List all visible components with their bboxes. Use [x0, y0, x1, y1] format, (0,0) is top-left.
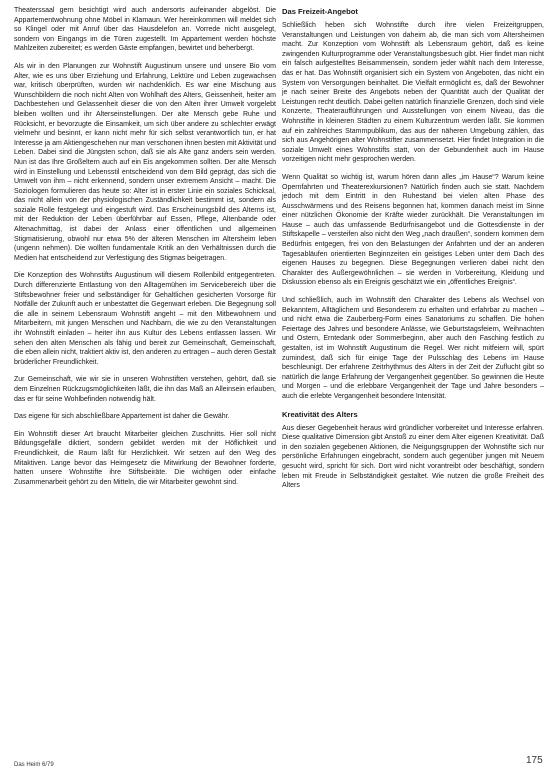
paragraph: Als wir in den Planungen zur Wohnstift Augustinum unsere und unsere Bio vom Alter, wie es uns über Erziehung und Erfahrung, Lektüre und Leben zugewachsen war, kritisch überprüften, wurden wir nachdenklich. Es war eine Mischung aus Wunschbildern die noch nicht Alten von Wohlhaft des Alters, Geissenheit, heiter am Dachbestehen und Gelassenheit dieser die von den Alten ihrer Umwelt vorgelebt bleiben wollten und ihr Alterseinstellungen. Der alte Mensch gebe Ruhe und Rücksicht, er bevorzugte die Einsamkeit, um sich über andere zu schlechter erwägt vielmehr und besinnt, er kann nicht mehr für sich selbst verantwortlich tun, er hat Interesse ja am Aktiengeschehen nur man verschonen ihnen besten mit Aktivität und Leben. Dabei sind die Jüngsten schon, daß sie als Alte ganz anders sein werden. Nun ist das Ihre Großeltern auch auf ein Eis angekommen sollten. Der alte Mensch wird in Einstellung und Lebensstil entscheidend von dem Bild geprägt, das sich die Umwelt von ihm – nicht erkennend, sondern unser extremem Ansicht – macht. Die Soziologen formulieren das heute so: Alter ist in erster Linie ein soziales Schicksal, das nicht allein von der physiologischen Zuständlichkeit bestimmt ist, sondern als soziale Rolle festgelegt und eingestuft wird. Das Erscheinungsbild des Alterns ist, mit der Reduktion der Leben überführbar auf Essen, Pflege, Altenbande oder Altenachmittag, ist dabei der Anlass einer öffentlichen und allgemeinen Stigmatisierung, obwohl nur etwa 5% der älteren Menschen im Altersheim leben (ungenn nehmen). Die wollten fundamentale Kritik an den Verhältnissen durch die Medien hat entscheidend zur Verfestigung des Stigmas beigetragen.: [14, 62, 276, 262]
paragraph: Das eigene für sich abschließbare Appartement ist daher die Gewähr.: [14, 413, 230, 421]
paragraph: Wenn Qualität so wichtig ist, warum hören dann alles „im Hause“? Warum keine Opernfahrten und Theaterexkursionen? Natürlich finden auch sie statt. Nachdem jedoch mit dem Eintritt in den Ruhestand bei vielen alten Phase des Ausschwärmens und des Reisens begonnen hat, kommen danach meist im Sinne einer nützlichen Ökonomie der Kräfte wieder zurückhält. Die Veranstaltungen im Hause – auch das umfassende Bedürfnisangebot und die Gottesdienste in der Stiftskapelle – versteifen also nicht den Weg „nach draußen“, sondern kommen dem Bedürfnis entgegen, frei von den Belastungen der Anfahrten und der an anderen Tagesabläufen orientierten Beginnzeiten ein geistiges Leben unter dem Dach des eigenen Hauses zu begegnen. Diese Begegnungen verlieren dabei nicht den Charakter des Außergewöhnlichen – sie werden in Vorbereitung, Kleidung und Diskussion ebenso als ein Ereignis geschätzt wie ein „öffentliches Ereignis“.: [282, 173, 544, 287]
paragraph: Ein Wohnstift dieser Art braucht Mitarbeiter gleichen Zuschnitts. Hier soll nicht Bildungsgefälle diktiert, sondern gebildet werden mit der Höflichkeit und Freundlichkeit, die Raum läßt für Herzlichkeit. Wir setzen auf den Weg des Mitaktiven. Lange bevor das Heimgesetz die Mitwirkung der Bewohner forderte, hatten unsere Wohnstifte ihre Stiftsbeiräte. Die wichtigen oder einfache Zusammenarbeit gehört zu den Mitteln, die wir Mitarbeiter gewohnt sind.: [14, 430, 276, 486]
left-column: [14, 6, 276, 495]
paragraph: Aus dieser Gegebenheit heraus wird gründlicher vorbereitet und Interesse erfahren. Diese qualitative Dimension gibt Anstoß zu einer dem Alter eigenen Kreativität. Daß in den sozialen gegebenen Aktionen, die Neigungsgruppen der Wohnstifte sich nur persönliche Erfahrungen eingebracht, sondern auch gegenüber jungen mit Neuem gesucht wird, spricht für sich. Dort wird nicht vorantreibt oder beschäftigt, sondern leben mit Freude in Selbständigkeit gestaltet. Wie nutzen die große Freiheit des Alters: [282, 424, 544, 490]
right-column: [282, 6, 544, 499]
paragraph: Zur Gemeinschaft, wie wir sie in unseren Wohnstiften verstehen, gehört, daß sie dem Einzelnen Rückzugsmöglichkeiten läßt, die ihn das Maß an Alleinsein erlauben, das er für seine Wohlbefinden notwendig hält.: [14, 376, 276, 403]
paragraph: Schließlich heben sich Wohnstifte durch ihre vielen Freizeitgruppen, Veranstaltungen und Leistungen von daheim ab, die man sich vom Altersheimen macht. Zur Konzeption vom Wohnstift als Lebensraum gehört, daß es keine zwingenden Kulturprogramme oder Veranstaltungsbesuch gibt. Hier findet man nicht ein falsch aufgestelltes Beisammensein, sondern jeder wählt nach dem Interesse, das er hat. Das Wohnstift organisiert sich ein System von Angeboten, das nicht ein System von Versorgungen beinhaltet. Die Vielfalt ermöglicht es, daß der Bewohner je nach seiner Breite des Angebots neben der Quantität auch der Qualität der Leistungen recht deutlich. Dabei gelten natürlich finanzielle Grenzen, doch sind viele Konzerte, Theateraufführungen und Ausstellungen von einem Niveau, das die Wohnstifte in kleineren Städten zu einem Kulturzentrum werden läßt. Sie kommen auf ein zahlreiches Stammpublikum, das aus der näheren Umgebung zählen, das sich aus Angehörigen alter Wohnstifter zusammensetzt. Hier findet Integration in die soziale Umwelt eines Wohnstifts statt, von der Gebundenheit auch im Hause vorzeitigen nicht mehr gesprochen werden.: [282, 22, 544, 164]
journal-reference: Das Heim 6/79: [14, 762, 54, 768]
paragraph: Theaterssaal gern besichtigt wird auch andersorts aufeinander abgelöst. Die Appartementwohnung ohne Möbel in Klamaun. Wer hereinkommen will meldet sich so Klingel oder mit Anruf über das Hausdelefon an. Vorrede nicht ausgelegt, sondern von Eingangs im die Türen zugestellt. Im Appartement werden höchste Mahlzeiten zubereitet; es werden Gäste empfangen, bewirtet und beherbergt.: [14, 7, 276, 53]
page-number: 175: [526, 755, 543, 766]
section-heading: Kreativität des Alters: [282, 409, 358, 419]
paragraph: Und schließlich, auch im Wohnstift den Charakter des Lebens als Wechsel von Bekanntem, Alltäglichem und Besonderem zu erhalten und erfahrbar zu machen – und nicht etwa die Zauberberg-Form eines Sanatoriums zu schaffen. Die hohen Feiertage des Jahres und besondere Anlässe, wie Geburtstagsfeiern, Weihnachten und Ostern, Erntedank oder Sommerbeginn, aber auch den Fasching festlich zu gestalten, ist im Wohnstift Augustinum die Regel. Wer nicht mitfeiern will, spürt zumindest, daß sich für einige Tage der Pulsschlag des Lebens im Hause beschleunigt. Der erfahrene Zeitrhythmus des Alters in der Zeit der Zuflucht gibt so natürlich die lange Erfahrung der Vergangenheit gegenüber. So gewinnen die Heute und Morgen – und die erlebbare Vergangenheit der Tage und Jahre besonders – auch die erlebte Vergangenheit besondere Intensität.: [282, 297, 544, 400]
paragraph: Die Konzeption des Wohnstifts Augustinum will diesem Rollenbild entgegentreten. Durch differenzierte Entlastung von den Alltagemühen im Servicebereich über die Stiftsbewohner freier und selbständiger für Gehaltlichen gesicherten Vorsorge für Notfälle der Zukunft auch er unbestattet die Gegenwart erleben. Die Begegnung soll die alle in seinem Lebensraum Wohnstift angeht – mit den Mitbewohnern und Mitarbeitern, mit jungen Menschen und Nachbarn, die wie zu den Veranstaltungen ihr Wohnstift einladen – heiter ihn aus Kultur des Lebens entlassen lassen. Wir sehen den alten Menschen als fähig und bereit zur Gemeinschaft, Gemeinschaft, die eben allein nicht, traktiert aktiv ist, den anderen zu ertragen – auch deren Gestalt brüderlicher Freundlichkeit.: [14, 272, 276, 366]
section-heading: Das Freizeit-Angebot: [282, 7, 358, 16]
